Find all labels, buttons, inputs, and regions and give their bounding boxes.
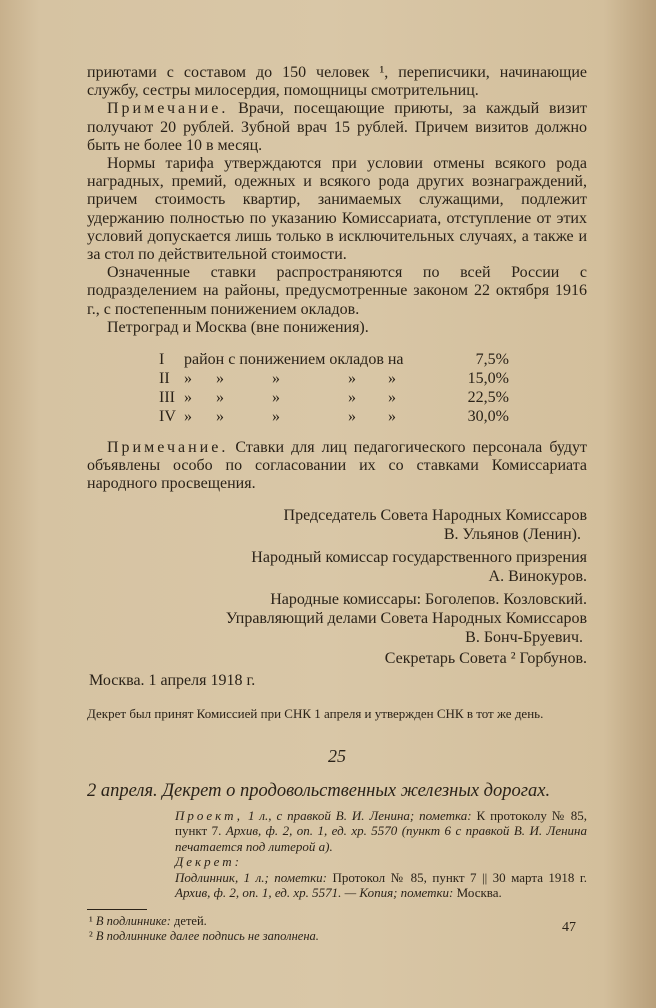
source-italic: Подлинник, 1 л.; пометки: <box>175 869 327 885</box>
footnote-italic: В подлиннике далее подпись не заполнена. <box>95 928 319 943</box>
district-rate: 22,5% <box>467 389 509 407</box>
note-label: Примечание. <box>107 100 229 118</box>
footnote <box>87 914 587 929</box>
district-number: II <box>159 370 170 388</box>
place-date: Москва. 1 апреля 1918 г. <box>89 671 256 689</box>
note-doctors <box>87 100 587 155</box>
signature-line: Секретарь Совета ² Горбунов. <box>384 649 587 667</box>
district-rate: 30,0% <box>467 408 509 426</box>
signature-line: В. Ульянов (Ленин). <box>443 525 581 543</box>
source-italic: Архив, ф. 2, оп. 1, ед. хр. 5571. — Копия; пометки: <box>175 885 454 901</box>
signature-line: Председатель Совета Народных Комиссаров <box>283 506 587 524</box>
source-text: К протоколу № 85, пункт 7. <box>175 808 587 839</box>
source-text: Москва. <box>453 885 502 901</box>
source-label: Декрет: <box>175 854 242 870</box>
text-block <box>87 64 587 944</box>
source-label: Проект, <box>175 808 244 824</box>
paragraph-continuation: приютами с составом до 150 человек ¹, переписчики, начинающие службу, сестры милосердия, помощницы смотрительниц. <box>87 64 587 100</box>
document-number: 25 <box>328 745 346 766</box>
footnote-text: детей. <box>170 913 207 928</box>
district-number: I <box>159 351 165 369</box>
source-original <box>175 870 587 901</box>
signature-line: В. Бонч-Бруевич. <box>465 628 583 646</box>
signature-line: Народные комиссары: Боголепов. Козловский. <box>270 590 587 608</box>
source-notes <box>175 808 587 900</box>
paragraph-capitals: Петроград и Москва (вне понижения). <box>107 318 369 336</box>
source-decree <box>175 854 587 869</box>
editor-note: Декрет был принят Комиссией при СНК 1 апреля и утвержден СНК в тот же день. <box>87 705 544 721</box>
district-number: IV <box>159 408 176 426</box>
paragraph-tariff: Нормы тарифа утверждаются при условии отмены всякого рода наградных, премий, одежных и всякого рода других вознаграждений, причем стоимость квартир, занимаемых служащими, подлежит удержанию полностью по указанию Комиссариата, отступление от этих условий допускается лишь только в исключительных случаях, а также и за стол по действительной стоимости. <box>87 155 587 264</box>
page-number: 47 <box>562 920 576 935</box>
district-text: » » » » » <box>184 389 396 407</box>
note-text: Ставки для лиц педагогического персонала будут объявлены особо по согласовании их со ставками Комиссариата народного просвещения. <box>87 439 587 493</box>
district-text: район с понижением окладов на <box>184 351 404 369</box>
footnote-mark: ¹ <box>89 913 93 928</box>
note-text: Врачи, посещающие приюты, за каждый визит получают 20 рублей. Зубной врач 15 рублей. Причем визитов должно быть не более 10 в месяц. <box>87 100 587 154</box>
footnote-italic: В подлиннике: <box>95 913 171 928</box>
note-teachers <box>87 439 587 494</box>
district-rate: 7,5% <box>475 351 509 369</box>
district-row <box>159 389 587 408</box>
footnote-mark: ² <box>89 928 93 943</box>
footnote-divider <box>87 909 147 910</box>
source-italic: Архив, ф. 2, оп. 1, ед. хр. 5570 (пункт 6 с правкой В. И. Ленина печатается под литерой а). <box>175 823 587 854</box>
district-text: » » » » » <box>184 408 396 426</box>
district-rate: 15,0% <box>467 370 509 388</box>
footnote <box>87 929 587 944</box>
document-title: 2 апреля. Декрет о продовольственных железных дорогах. <box>87 781 551 802</box>
district-row <box>159 408 587 427</box>
note-label: Примечание. <box>107 439 229 457</box>
source-text: Протокол № 85, пункт 7 || 30 марта 1918 г. <box>327 869 587 885</box>
source-draft <box>175 808 587 854</box>
signature-line: Народный комиссар государственного призрения <box>251 548 587 566</box>
district-row <box>159 351 587 370</box>
district-row <box>159 370 587 389</box>
signature-line: А. Винокуров. <box>488 567 587 585</box>
source-italic: 1 л., с правкой В. И. Ленина; пометка: <box>243 808 472 824</box>
district-number: III <box>159 389 175 407</box>
signature-line: Управляющий делами Совета Народных Комиссаров <box>225 609 587 627</box>
signatures <box>87 506 587 668</box>
paragraph-rates: Означенные ставки распространяются по всей России с подразделением на районы, предусмотренные законом 22 октября 1916 г., с постепенным понижением окладов. <box>87 264 587 318</box>
district-text: » » » » » <box>184 370 396 388</box>
district-list <box>159 351 587 427</box>
